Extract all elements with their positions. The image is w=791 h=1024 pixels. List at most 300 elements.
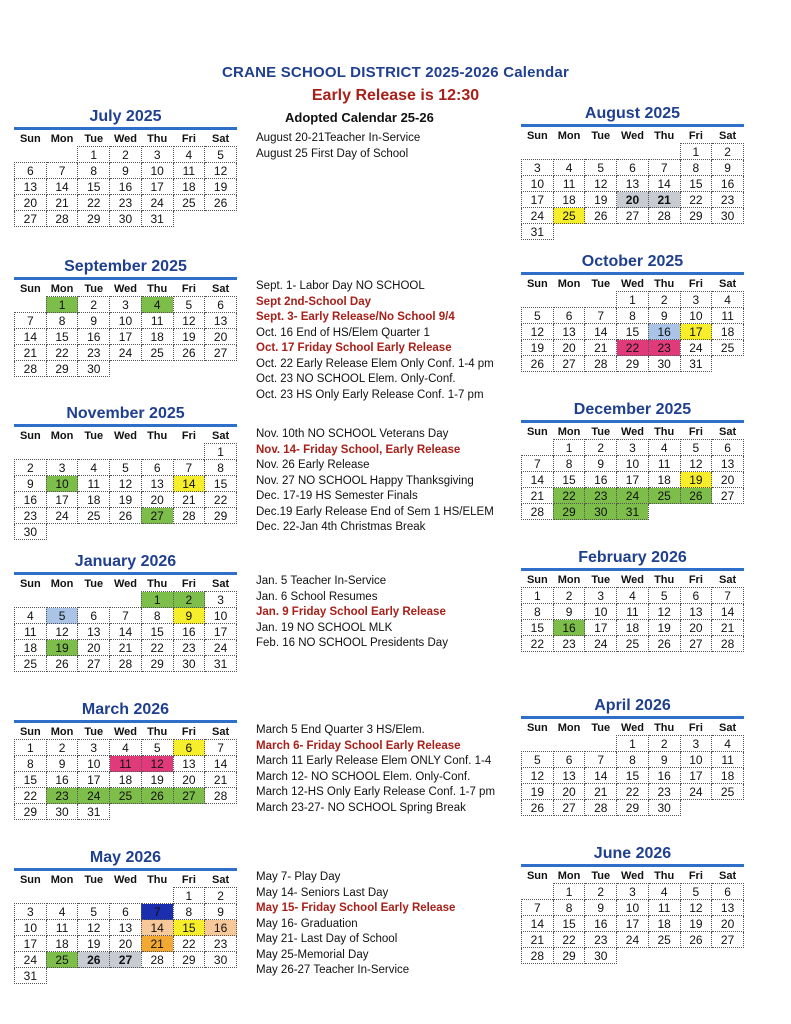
week-row [522,800,744,816]
day-cell-highlighted: 27 [173,788,205,804]
weekday-label: Sat [719,869,737,882]
day-cell-highlighted: 25 [110,788,142,804]
empty-cell [110,592,142,608]
empty-cell [46,592,78,608]
month-rule [14,424,237,427]
empty-cell [617,224,649,240]
week-row [522,144,744,160]
day-cell: 18 [712,768,744,784]
empty-cell [141,968,173,984]
note-line: Nov. 10th NO SCHOOL Veterans Day [256,428,449,440]
day-cell: 2 [553,588,585,604]
weekday-label: Fri [181,873,196,886]
day-cell-highlighted: 16 [553,620,585,636]
weekday-label: Sat [212,282,230,295]
day-cell: 8 [46,313,78,329]
weekday-label: Sun [19,282,41,295]
week-row [15,624,237,640]
weekday-label: Sat [212,873,230,886]
day-cell: 31 [205,656,237,672]
day-cell: 25 [15,656,47,672]
weekday-label: Wed [620,129,644,142]
day-cell: 7 [522,456,554,472]
day-cell: 7 [173,460,205,476]
day-cell: 4 [15,608,47,624]
day-cell-highlighted: 21 [141,936,173,952]
day-cell: 8 [553,900,585,916]
day-cell: 26 [110,508,142,524]
weekday-header-row [15,576,237,592]
empty-cell [173,524,205,540]
week-row [522,192,744,208]
day-cell: 26 [585,208,617,224]
week-row [15,297,237,313]
day-cell: 2 [46,740,78,756]
day-cell-highlighted: 27 [110,952,142,968]
note-line: Jan. 9 Friday School Early Release [256,606,446,618]
weekday-header-row [522,720,744,736]
empty-cell [15,297,47,313]
day-cell: 21 [585,784,617,800]
day-cell: 10 [205,608,237,624]
day-cell: 5 [585,160,617,176]
empty-cell [585,144,617,160]
month-rule [14,127,237,130]
day-cell: 21 [46,195,78,211]
empty-cell [522,884,554,900]
calendar-october-2025 [521,252,744,372]
day-cell: 13 [141,476,173,492]
day-cell: 10 [15,920,47,936]
day-cell: 13 [78,624,110,640]
day-cell: 26 [648,636,680,652]
weekday-label: Thu [654,721,675,734]
day-cell: 1 [680,144,712,160]
day-cell-highlighted: 17 [680,324,712,340]
day-cell: 2 [712,144,744,160]
day-cell: 27 [15,211,47,227]
empty-cell [680,800,712,816]
week-row [15,656,237,672]
empty-cell [15,592,47,608]
day-cell: 3 [680,736,712,752]
day-cell: 29 [46,361,78,377]
day-cell: 12 [46,624,78,640]
day-cell: 21 [585,340,617,356]
weekday-label: Tue [84,282,104,295]
day-cell: 18 [648,916,680,932]
week-row [15,361,237,377]
day-cell: 18 [648,472,680,488]
day-cell: 19 [522,784,554,800]
weekday-label: Sat [212,132,230,145]
day-cell: 27 [205,345,237,361]
week-row [522,504,744,520]
weekday-label: Thu [147,725,168,738]
day-cell: 29 [617,800,649,816]
day-cell: 22 [173,936,205,952]
month-rule [521,272,744,275]
day-cell: 31 [141,211,173,227]
day-cell: 6 [553,752,585,768]
day-cell: 3 [680,292,712,308]
day-cell: 28 [585,356,617,372]
weekday-label: Sun [526,425,548,438]
day-cell: 5 [173,297,205,313]
week-row [522,160,744,176]
day-cell: 9 [78,313,110,329]
weekday-label: Tue [84,429,104,442]
day-cell: 19 [205,179,237,195]
month-grid [521,720,744,816]
day-cell: 2 [585,440,617,456]
day-cell: 6 [15,163,47,179]
calendar-november-2025 [14,404,237,540]
day-cell: 28 [205,788,237,804]
empty-cell [205,804,237,820]
week-row [15,788,237,804]
day-cell: 17 [78,772,110,788]
weekday-label: Mon [557,721,581,734]
weekday-label: Tue [84,132,104,145]
day-cell: 2 [110,147,142,163]
day-cell: 8 [78,163,110,179]
day-cell: 26 [680,932,712,948]
day-cell: 16 [78,329,110,345]
day-cell: 9 [648,308,680,324]
day-cell: 11 [712,308,744,324]
day-cell: 25 [141,345,173,361]
weekday-label: Sun [19,429,41,442]
day-cell: 20 [141,492,173,508]
day-cell: 22 [15,788,47,804]
note-line: Nov. 26 Early Release [256,459,370,471]
empty-cell [141,361,173,377]
week-row [522,948,744,964]
day-cell: 20 [712,916,744,932]
day-cell-highlighted: 19 [680,472,712,488]
day-cell: 16 [46,772,78,788]
week-row [15,804,237,820]
weekday-label: Fri [688,277,703,290]
weekday-label: Thu [147,282,168,295]
weekday-label: Tue [591,869,611,882]
calendar-january-2026 [14,552,237,672]
weekday-label: Fri [688,425,703,438]
calendar-june-2026 [521,844,744,964]
week-row [15,608,237,624]
day-cell: 16 [585,472,617,488]
weekday-label: Mon [557,573,581,586]
day-cell: 19 [141,772,173,788]
note-line: August 20-21Teacher In-Service [256,132,421,144]
empty-cell [585,736,617,752]
day-cell: 15 [617,768,649,784]
weekday-label: Sun [19,577,41,590]
day-cell: 29 [173,952,205,968]
day-cell: 1 [173,888,205,904]
empty-cell [648,948,680,964]
day-cell: 3 [617,440,649,456]
day-cell: 25 [712,340,744,356]
day-cell: 28 [15,361,47,377]
day-cell: 21 [522,488,554,504]
day-cell: 19 [110,492,142,508]
weekday-label: Mon [557,277,581,290]
day-cell: 4 [712,736,744,752]
day-cell: 24 [585,636,617,652]
day-cell: 12 [522,768,554,784]
calendar-march-2026 [14,700,237,820]
week-row [15,195,237,211]
month-grid [14,428,237,540]
day-cell: 24 [141,195,173,211]
empty-cell [110,968,142,984]
weekday-label: Mon [557,129,581,142]
week-row [522,736,744,752]
empty-cell [46,444,78,460]
weekday-label: Sun [526,129,548,142]
week-row [15,888,237,904]
note-line: Dec. 22-Jan 4th Christmas Break [256,521,426,533]
day-cell: 25 [712,784,744,800]
day-cell: 30 [585,948,617,964]
note-line: May 7- Play Day [256,871,341,883]
day-cell: 29 [680,208,712,224]
day-cell: 23 [173,640,205,656]
day-cell: 23 [110,195,142,211]
empty-cell [78,524,110,540]
empty-cell [141,524,173,540]
day-cell: 19 [680,916,712,932]
day-cell-highlighted: 26 [680,488,712,504]
weekday-label: Wed [620,277,644,290]
day-cell: 11 [617,604,649,620]
day-cell: 23 [553,636,585,652]
month-rule [14,720,237,723]
empty-cell [15,444,47,460]
day-cell: 13 [617,176,649,192]
week-row [15,179,237,195]
weekday-label: Mon [50,282,74,295]
day-cell: 13 [110,920,142,936]
weekday-label: Tue [84,725,104,738]
day-cell: 26 [173,345,205,361]
week-row [15,345,237,361]
empty-cell [110,888,142,904]
weekday-label: Thu [147,132,168,145]
empty-cell [15,147,47,163]
day-cell: 9 [205,904,237,920]
day-cell-highlighted: 4 [141,297,173,313]
weekday-label: Mon [50,429,74,442]
week-row [522,292,744,308]
day-cell: 19 [78,936,110,952]
day-cell: 20 [15,195,47,211]
day-cell: 22 [78,195,110,211]
day-cell: 28 [522,948,554,964]
day-cell: 12 [205,163,237,179]
month-title: December 2025 [573,401,692,418]
week-row [15,592,237,608]
day-cell: 17 [15,936,47,952]
empty-cell [585,224,617,240]
weekday-label: Fri [181,429,196,442]
day-cell: 3 [205,592,237,608]
month-title: September 2025 [64,258,187,275]
empty-cell [205,361,237,377]
weekday-label: Thu [147,577,168,590]
day-cell-highlighted: 21 [648,192,680,208]
day-cell: 14 [712,604,744,620]
day-cell: 1 [553,884,585,900]
day-cell: 15 [680,176,712,192]
day-cell: 11 [173,163,205,179]
day-cell: 20 [205,329,237,345]
day-cell: 8 [141,608,173,624]
day-cell: 17 [522,192,554,208]
day-cell: 3 [585,588,617,604]
day-cell: 25 [617,636,649,652]
day-cell: 30 [78,361,110,377]
empty-cell [46,888,78,904]
day-cell: 27 [553,356,585,372]
calendar-february-2026 [521,548,744,652]
note-line: Nov. 14- Friday School, Early Release [256,443,461,456]
day-cell: 5 [680,884,712,900]
empty-cell [173,968,205,984]
day-cell-highlighted: 16 [648,324,680,340]
day-cell-highlighted: 29 [553,504,585,520]
day-cell: 4 [173,147,205,163]
day-cell: 5 [110,460,142,476]
calendar-may-2026 [14,848,237,984]
day-cell: 28 [585,800,617,816]
day-cell: 21 [173,492,205,508]
weekday-label: Sun [19,725,41,738]
day-cell: 15 [205,476,237,492]
day-cell-highlighted: 22 [553,488,585,504]
day-cell: 14 [205,756,237,772]
weekday-header-row [15,428,237,444]
weekday-label: Thu [654,277,675,290]
month-rule [521,420,744,423]
weekday-label: Fri [688,573,703,586]
month-rule [521,568,744,571]
day-cell: 2 [648,736,680,752]
weekday-label: Sat [212,577,230,590]
day-cell: 11 [15,624,47,640]
empty-cell [553,292,585,308]
weekday-label: Sun [19,873,41,886]
day-cell: 21 [15,345,47,361]
weekday-label: Wed [620,721,644,734]
weekday-label: Sat [212,725,230,738]
day-cell: 24 [46,508,78,524]
day-cell-highlighted: 1 [141,592,173,608]
empty-cell [46,147,78,163]
note-line: Dec. 17-19 HS Semester Finals [256,490,418,502]
day-cell: 26 [522,356,554,372]
day-cell: 14 [648,176,680,192]
day-cell: 3 [617,884,649,900]
weekday-header-row [15,131,237,147]
weekday-label: Wed [113,282,137,295]
day-cell: 22 [205,492,237,508]
week-row [15,476,237,492]
day-cell-highlighted: 26 [141,788,173,804]
day-cell: 27 [553,800,585,816]
weekday-label: Wed [620,425,644,438]
day-cell: 18 [78,492,110,508]
empty-cell [173,361,205,377]
day-cell: 21 [110,640,142,656]
day-cell: 10 [78,756,110,772]
note-line: Feb. 16 NO SCHOOL Presidents Day [256,637,448,649]
note-line: March 11 Early Release Elem ONLY Conf. 1-4 [256,755,492,767]
weekday-label: Sun [526,869,548,882]
day-cell: 13 [15,179,47,195]
day-cell: 5 [522,752,554,768]
day-cell: 15 [46,329,78,345]
day-cell: 9 [585,900,617,916]
empty-cell [110,444,142,460]
day-cell: 2 [15,460,47,476]
day-cell-highlighted: 9 [173,608,205,624]
day-cell: 11 [78,476,110,492]
day-cell-highlighted: 5 [46,608,78,624]
weekday-label: Sat [719,129,737,142]
day-cell: 9 [110,163,142,179]
month-title: August 2025 [584,105,681,122]
day-cell: 5 [205,147,237,163]
day-cell: 1 [15,740,47,756]
empty-cell [522,440,554,456]
notes-aug [256,131,526,162]
day-cell: 14 [585,768,617,784]
day-cell: 3 [110,297,142,313]
day-cell-highlighted: 1 [46,297,78,313]
day-cell: 10 [617,900,649,916]
day-cell: 5 [78,904,110,920]
day-cell: 17 [110,329,142,345]
weekday-header-row [15,281,237,297]
note-line: May 14- Seniors Last Day [256,886,389,899]
empty-cell [46,968,78,984]
day-cell: 28 [46,211,78,227]
day-cell: 18 [141,329,173,345]
day-cell: 6 [712,440,744,456]
weekday-label: Sun [526,277,548,290]
empty-cell [648,224,680,240]
day-cell: 10 [585,604,617,620]
week-row [522,784,744,800]
day-cell: 6 [712,884,744,900]
day-cell: 29 [205,508,237,524]
day-cell: 10 [617,456,649,472]
weekday-label: Fri [688,721,703,734]
note-line: March 5 End Quarter 3 HS/Elem. [256,724,425,736]
day-cell: 8 [15,756,47,772]
month-grid [14,872,237,984]
day-cell: 11 [141,313,173,329]
empty-cell [648,144,680,160]
day-cell-highlighted: 26 [78,952,110,968]
weekday-header-row [522,572,744,588]
day-cell: 31 [15,968,47,984]
notes-jan-feb [256,574,526,652]
day-cell-highlighted: 14 [173,476,205,492]
